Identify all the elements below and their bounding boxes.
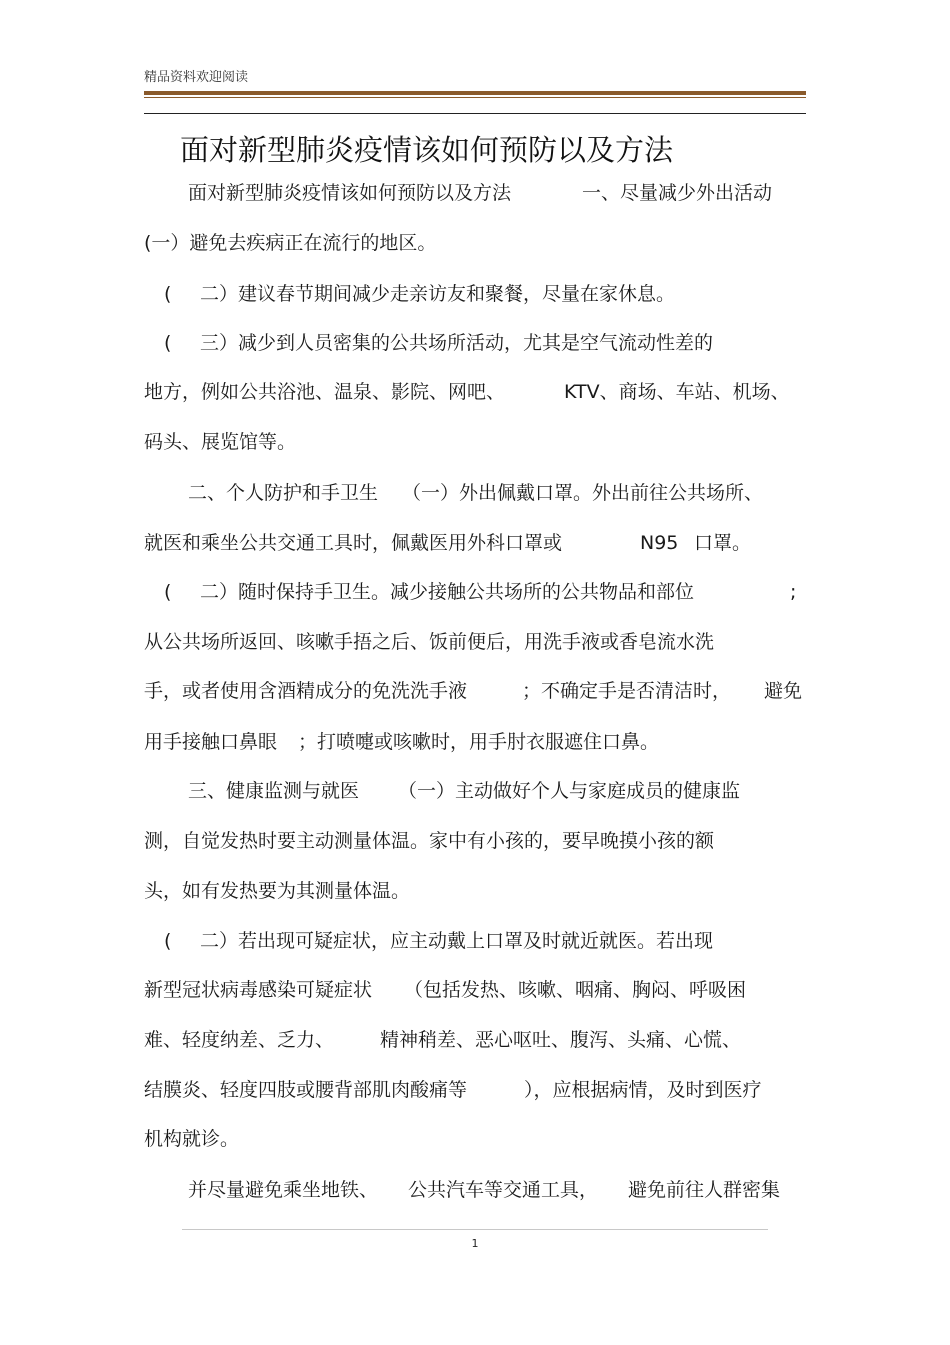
text-segment: 就医和乘坐公共交通工具时，佩戴医用外科口罩或	[144, 532, 563, 554]
header-rule-thin	[144, 97, 806, 98]
text-line	[0, 876, 950, 906]
text-line	[0, 328, 950, 358]
header-rule-black	[144, 113, 806, 114]
text-line	[0, 627, 950, 657]
text-segment: 测，自觉发热时要主动测量体温。家中有小孩的，要早晚摸小孩的额	[144, 830, 715, 852]
text-line	[0, 1075, 950, 1105]
text-line	[0, 279, 950, 309]
text-segment: 一、尽量减少外出活动	[582, 182, 773, 204]
text-segment: (	[164, 332, 172, 354]
text-segment: 机构就诊。	[144, 1128, 240, 1150]
header-text: 精品资料欢迎阅读	[144, 70, 249, 85]
text-line	[0, 228, 950, 258]
text-segment: 从公共场所返回、咳嗽手捂之后、饭前便后，用洗手液或香皂流水洗	[144, 631, 715, 653]
text-line	[0, 1175, 950, 1205]
text-segment: 二）建议春节期间减少走亲访友和聚餐，尽量在家休息。	[200, 283, 676, 305]
page-number: 1	[471, 1237, 479, 1250]
text-segment: ；打喷嚏或咳嗽时，用手肘衣服遮住口鼻。	[298, 731, 660, 753]
text-line	[0, 776, 950, 806]
text-segment: 避免前往人群密集	[628, 1179, 781, 1201]
text-line	[0, 727, 950, 757]
text-segment: 用手接触口鼻眼	[144, 731, 278, 753]
text-line	[0, 178, 950, 208]
text-segment: （一）外出佩戴口罩。外出前往公共场所、	[402, 482, 764, 504]
text-segment: 二）随时保持手卫生。减少接触公共场所的公共物品和部位	[200, 581, 695, 603]
text-line	[0, 528, 950, 558]
header-rule	[144, 91, 806, 95]
text-segment: （一）主动做好个人与家庭成员的健康监	[398, 780, 741, 802]
text-line	[0, 676, 950, 706]
footer-rule	[182, 1229, 768, 1230]
text-line	[0, 577, 950, 607]
text-segment: ；不确定手是否清洁时，	[522, 680, 732, 702]
text-segment: 新型冠状病毒感染可疑症状	[144, 979, 373, 1001]
text-segment: 并尽量避免乘坐地铁、	[188, 1179, 379, 1201]
text-line	[0, 478, 950, 508]
text-segment: 避免	[764, 680, 803, 702]
text-line	[0, 926, 950, 956]
text-line	[0, 1025, 950, 1055]
text-line	[0, 1124, 950, 1154]
text-segment: (一）避免去疾病正在流行的地区。	[144, 232, 437, 254]
text-segment: （包括发热、咳嗽、咽痛、胸闷、呼吸困	[404, 979, 747, 1001]
text-line	[0, 377, 950, 407]
text-segment: (	[164, 283, 172, 305]
text-segment: 面对新型肺炎疫情该如何预防以及方法	[188, 182, 512, 204]
text-line	[0, 975, 950, 1005]
text-segment: 公共汽车等交通工具，	[408, 1179, 599, 1201]
text-segment: 地方，例如公共浴池、温泉、影院、网吧、	[144, 381, 506, 403]
text-segment: (	[164, 930, 172, 952]
document-title: 面对新型肺炎疫情该如何预防以及方法	[180, 133, 674, 167]
text-segment: 精神稍差、恶心呕吐、腹泻、头痛、心慌、	[380, 1029, 742, 1051]
text-segment: 手，或者使用含酒精成分的免洗洗手液	[144, 680, 468, 702]
text-segment: 码头、展览馆等。	[144, 431, 297, 453]
text-segment: KTV、商场、车站、机场、	[564, 381, 790, 403]
text-segment: ），应根据病情，及时到医疗	[524, 1079, 762, 1101]
text-segment: (	[164, 581, 172, 603]
text-line	[0, 427, 950, 457]
text-segment: N95	[640, 532, 679, 554]
text-line	[0, 826, 950, 856]
text-segment: 结膜炎、轻度四肢或腰背部肌肉酸痛等	[144, 1079, 468, 1101]
text-segment: 三、健康监测与就医	[188, 780, 360, 802]
text-segment: ;	[790, 581, 797, 603]
text-segment: 口罩。	[694, 532, 752, 554]
text-segment: 头，如有发热要为其测量体温。	[144, 880, 411, 902]
text-segment: 二、个人防护和手卫生	[188, 482, 379, 504]
text-segment: 难、轻度纳差、乏力、	[144, 1029, 335, 1051]
text-segment: 二）若出现可疑症状，应主动戴上口罩及时就近就医。若出现	[200, 930, 714, 952]
text-segment: 三）减少到人员密集的公共场所活动，尤其是空气流动性差的	[200, 332, 714, 354]
